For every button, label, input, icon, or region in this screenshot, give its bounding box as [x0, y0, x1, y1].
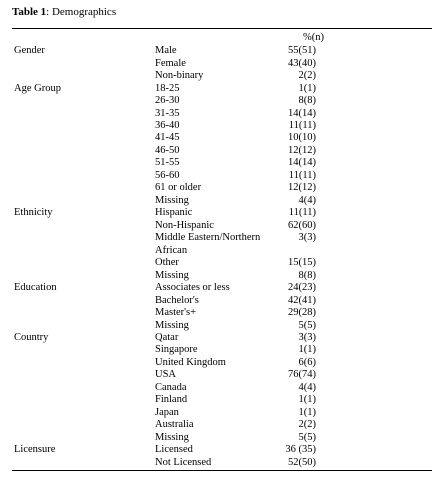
item-cell: 61 or older: [155, 182, 202, 194]
table-body: [0, 45, 445, 469]
item-cell: Middle Eastern/Northern: [155, 232, 261, 244]
item-cell: 18-25: [155, 82, 180, 94]
value-cell: 15(15): [288, 257, 316, 269]
category-cell: Age Group: [14, 82, 61, 94]
item-cell: 36-40: [155, 120, 180, 131]
value-cell: 52(50): [288, 456, 316, 468]
item-cell: Licensed: [155, 444, 193, 456]
item-cell: Other: [155, 257, 179, 269]
value-cell: 5(5): [298, 431, 316, 443]
table-row: [0, 332, 445, 344]
table-row: [0, 270, 445, 282]
table-row: [0, 407, 445, 419]
value-cell: 1(1): [298, 394, 316, 406]
value-cell: 14(14): [288, 107, 316, 119]
table-row: [0, 357, 445, 369]
item-cell: 51-55: [155, 157, 180, 169]
table-row: [0, 45, 445, 57]
item-cell: 46-50: [155, 144, 180, 156]
item-cell: Male: [155, 45, 177, 57]
table-row: [0, 157, 445, 169]
item-cell: Missing: [155, 431, 189, 443]
table-row: [0, 182, 445, 194]
value-cell: 6(6): [298, 356, 316, 368]
table-title: : Demographics: [46, 6, 117, 18]
item-cell: Bachelor's: [155, 294, 199, 306]
item-cell: 26-30: [155, 95, 180, 107]
category-cell: Ethnicity: [14, 207, 53, 219]
table-row: [0, 207, 445, 219]
table-row: [0, 432, 445, 444]
value-cell: 2(2): [298, 70, 316, 82]
value-cell: 62(60): [288, 219, 316, 231]
item-cell: Female: [155, 57, 186, 69]
category-cell: Licensure: [14, 444, 56, 456]
table-row: [0, 257, 445, 269]
table-caption: [12, 6, 116, 19]
category-cell: Education: [14, 282, 57, 294]
value-cell: 1(1): [298, 344, 316, 356]
item-cell: Non-Hispanic: [155, 219, 214, 231]
value-cell: 1(1): [298, 82, 316, 94]
item-cell: Non-binary: [155, 70, 204, 82]
value-cell: 3(3): [298, 232, 316, 244]
table-row: [0, 145, 445, 157]
item-cell: Missing: [155, 194, 189, 206]
value-cell: 12(12): [288, 182, 316, 194]
table-row: [0, 295, 445, 307]
value-cell: 11(11): [288, 169, 316, 181]
table-row: [0, 83, 445, 95]
value-cell: 4(4): [298, 381, 316, 393]
item-cell: Qatar: [155, 331, 179, 343]
value-cell: 4(4): [298, 194, 316, 206]
table-row: [0, 108, 445, 120]
item-cell: Master's+: [155, 307, 197, 319]
top-rule: [12, 28, 432, 29]
item-cell: 31-35: [155, 107, 180, 119]
value-cell: 3(3): [298, 331, 316, 343]
value-cell: 55(51): [288, 45, 316, 57]
table-label: Table 1: [12, 6, 47, 18]
value-cell: 10(10): [288, 132, 316, 144]
value-cell: 8(8): [298, 269, 316, 281]
value-cell: 1(1): [298, 406, 316, 418]
item-cell: 41-45: [155, 132, 180, 144]
table-row: [0, 419, 445, 431]
table-row: [0, 444, 445, 456]
column-header-percent-n: %(n): [303, 32, 324, 43]
table-row: [0, 95, 445, 107]
table-row: [0, 220, 445, 232]
value-cell: 11(11): [288, 120, 316, 131]
item-cell: United Kingdom: [155, 356, 226, 368]
table-row: [0, 394, 445, 406]
item-cell: Hispanic: [155, 207, 193, 219]
table-row: [0, 307, 445, 319]
table-row: [0, 382, 445, 394]
item-cell: Not Licensed: [155, 456, 212, 468]
item-cell: Australia: [155, 419, 194, 431]
item-cell: Singapore: [155, 344, 198, 356]
item-cell: Canada: [155, 381, 187, 393]
item-cell: Missing: [155, 319, 189, 331]
table-row: [0, 369, 445, 381]
table-row: [0, 320, 445, 332]
table-row: [0, 70, 445, 82]
value-cell: 76(74): [288, 369, 316, 381]
item-cell: Finland: [155, 394, 188, 406]
value-cell: 12(12): [288, 144, 316, 156]
table-row: [0, 170, 445, 182]
value-cell: 2(2): [298, 419, 316, 431]
table-row: [0, 245, 445, 257]
item-cell: Associates or less: [155, 282, 230, 294]
table-row: [0, 282, 445, 294]
item-cell: USA: [155, 369, 177, 381]
value-cell: 24(23): [288, 282, 316, 294]
category-cell: Gender: [14, 45, 45, 57]
value-cell: 14(14): [288, 157, 316, 169]
category-cell: Country: [14, 331, 49, 343]
item-cell: Missing: [155, 269, 189, 281]
value-cell: 36 (35): [285, 444, 316, 456]
table-row: [0, 457, 445, 469]
value-cell: 8(8): [298, 95, 316, 107]
value-cell: 43(40): [288, 57, 316, 69]
table-row: [0, 195, 445, 207]
table-row: [0, 120, 445, 132]
value-cell: 29(28): [288, 307, 316, 319]
value-cell: 42(41): [288, 294, 316, 306]
table-row: [0, 232, 445, 244]
item-cell: 56-60: [155, 169, 180, 181]
item-cell: Japan: [155, 406, 179, 418]
table-row: [0, 58, 445, 70]
item-cell: African: [155, 244, 188, 256]
bottom-rule: [12, 470, 432, 471]
value-cell: 11(11): [288, 207, 316, 219]
table-row: [0, 344, 445, 356]
value-cell: 5(5): [298, 319, 316, 331]
table-row: [0, 132, 445, 144]
